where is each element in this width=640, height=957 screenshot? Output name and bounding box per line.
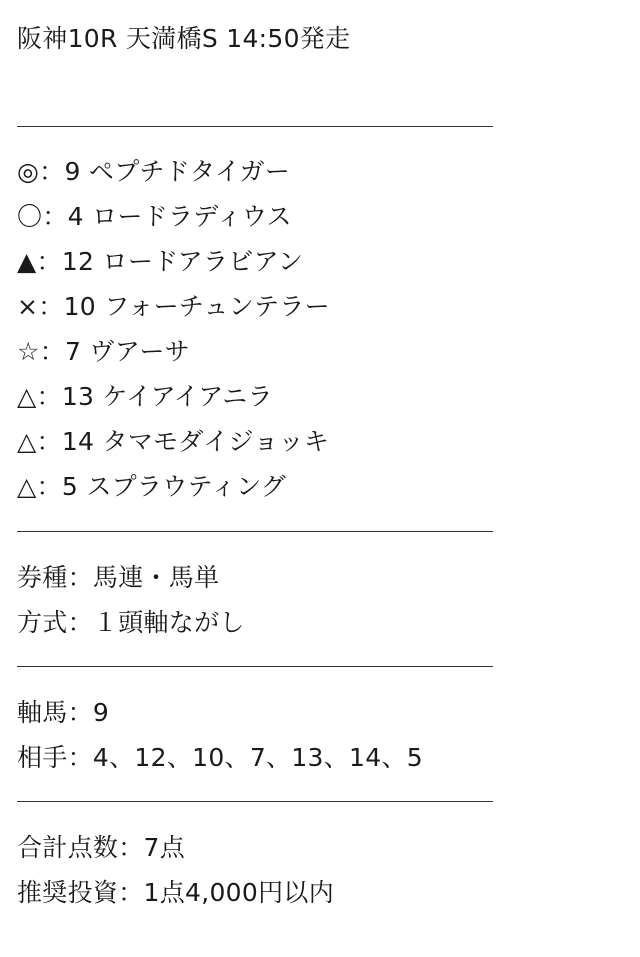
bet-type-value: 馬連・馬単 <box>92 563 220 592</box>
divider <box>17 801 493 802</box>
partners-value: 4、12、10、7、13、14、5 <box>92 743 423 772</box>
partners-row <box>17 741 423 775</box>
horse-name: スプラウティング <box>86 472 287 501</box>
double-circle-mark-icon: ◎ <box>17 157 40 186</box>
mark-row <box>17 155 290 189</box>
horse-number: 5 <box>61 472 79 501</box>
horse-number: 13 <box>61 382 95 411</box>
recommended-stake-row <box>17 876 334 910</box>
divider <box>17 666 493 667</box>
triangle-outline-mark-icon: △ <box>17 472 37 501</box>
horse-number: 4 <box>67 202 84 231</box>
cross-mark-icon: × <box>17 292 39 321</box>
mark-separator: ： <box>36 472 62 501</box>
horse-name: ヴアーサ <box>89 337 190 366</box>
horse-number: 9 <box>64 157 81 186</box>
mark-row <box>17 290 330 324</box>
mark-row <box>17 470 286 504</box>
axis-horse-value: 9 <box>92 698 110 727</box>
race-title: 阪神10R 天満橋S 14:50発走 <box>17 24 351 53</box>
horse-number: 7 <box>65 337 82 366</box>
mark-row <box>17 380 273 414</box>
mark-separator: ： <box>36 247 62 276</box>
star-outline-mark-icon: ☆ <box>17 337 40 366</box>
mark-separator: ： <box>38 292 64 321</box>
horse-name: ロードアラビアン <box>102 247 304 276</box>
mark-row <box>17 200 292 234</box>
recommended-stake-label: 推奨投資： <box>17 878 144 907</box>
mark-row <box>17 425 329 459</box>
total-points-value: 7点 <box>143 833 186 862</box>
mark-row <box>17 245 303 279</box>
axis-horse-label: 軸馬： <box>17 698 93 727</box>
divider <box>17 531 493 532</box>
horse-name: ペプチドタイガー <box>88 157 291 186</box>
bet-method-value: １頭軸ながし <box>92 608 245 637</box>
mark-separator: ： <box>39 157 65 186</box>
horse-name: ロードラディウス <box>92 202 292 231</box>
circle-mark-icon: 〇 <box>17 202 43 231</box>
mark-separator: ： <box>42 202 68 231</box>
bet-type-label: 券種： <box>17 563 93 592</box>
triangle-outline-mark-icon: △ <box>17 427 37 456</box>
horse-number: 10 <box>63 292 96 321</box>
bet-type-row <box>17 561 219 595</box>
divider <box>17 126 493 127</box>
partners-label: 相手： <box>17 743 93 772</box>
horse-number: 12 <box>61 247 95 276</box>
mark-row <box>17 335 190 369</box>
mark-separator: ： <box>39 337 66 366</box>
bet-method-row <box>17 606 245 640</box>
total-points-row <box>17 831 185 865</box>
mark-separator: ： <box>36 427 62 456</box>
horse-number: 14 <box>61 427 95 456</box>
mark-separator: ： <box>36 382 62 411</box>
horse-name: タマモダイジョッキ <box>102 427 330 456</box>
triangle-filled-mark-icon: ▲ <box>17 247 37 276</box>
axis-horse-row <box>17 696 109 730</box>
horse-name: ケイアイアニラ <box>102 382 273 411</box>
recommended-stake-value: 1点4,000円以内 <box>143 878 334 907</box>
total-points-label: 合計点数： <box>17 833 144 862</box>
triangle-outline-mark-icon: △ <box>17 382 37 411</box>
horse-name: フォーチュンテラー <box>104 292 330 321</box>
bet-method-label: 方式： <box>17 608 93 637</box>
